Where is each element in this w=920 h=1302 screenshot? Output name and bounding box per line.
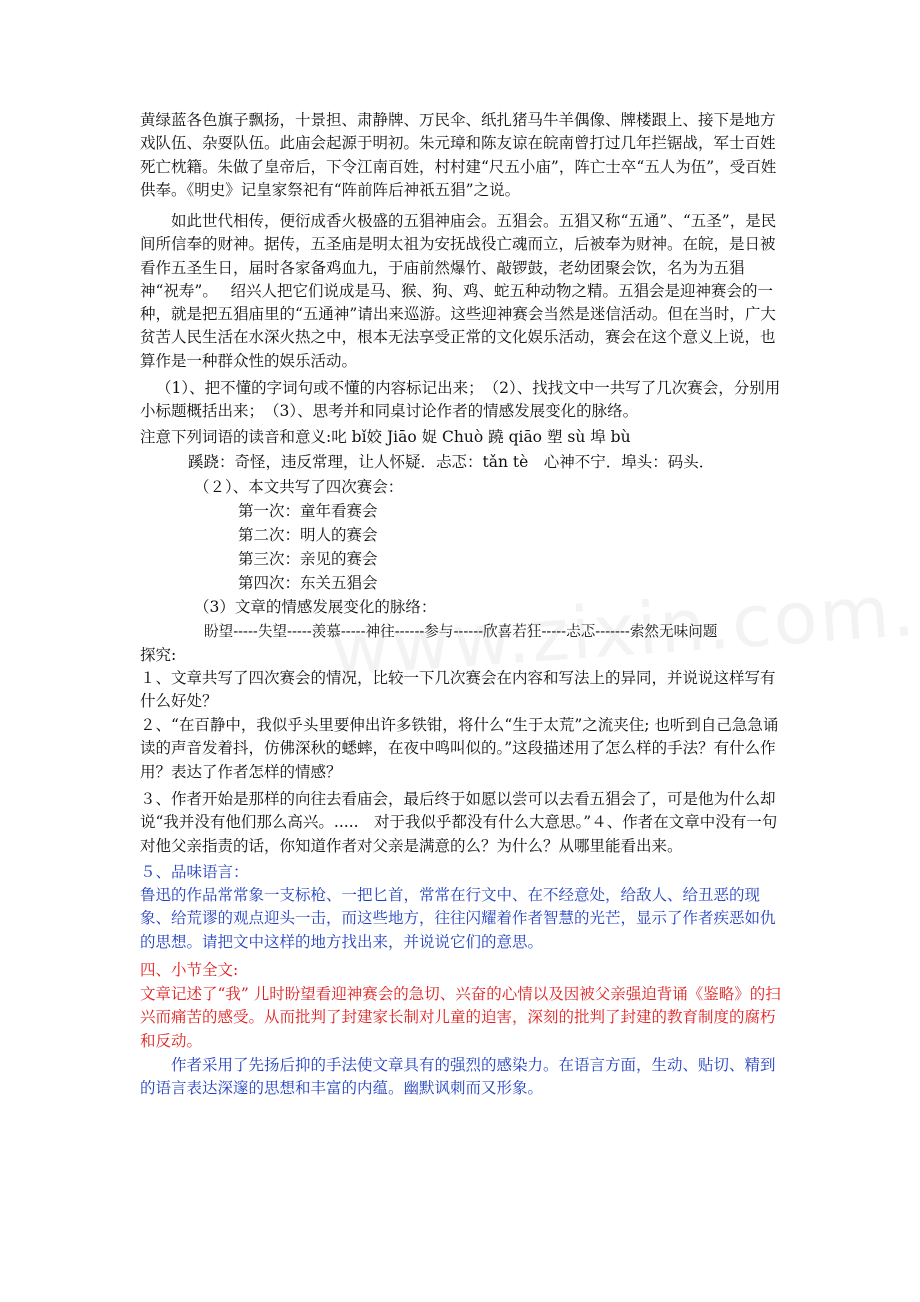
summary-red: 文章记述了“我” 儿时盼望看迎神赛会的急切、兴奋的心情以及因被父亲强迫背诵《鉴略》的扫兴而痛苦的感受。从而批判了封建家长制对儿童的迫害，深刻的批判了封建的教育制度的腐朽和反动。	[140, 985, 781, 1050]
section4-title: 四、小节全文:	[140, 961, 239, 979]
explore-question-2: ２、“在百静中，我似乎头里要伸出许多铁钳，将什么“生于太荒”之流夹住; 也听到自己急急诵读的声音发着抖，仿佛深秋的蟋蟀，在夜中鸣叫似的。”这段描述用了怎么样的手法？有什么作用？表达了作者怎样的情感？	[140, 716, 779, 781]
answer3-heading: （3）文章的情感发展变化的脉络：	[194, 598, 437, 616]
answer2-item-2: 第二次：明人的赛会	[238, 526, 378, 544]
explore-question-1: １、文章共写了四次赛会的情况，比较一下几次赛会在内容和写法上的异同，并说说这样写有什么好处？	[140, 669, 776, 711]
paragraph-study-tasks: （1）、把不懂的字词句或不懂的内容标记出来； （2）、找找文中一共写了几次赛会，分别用小标题概括出来； （3）、思考并和同桌讨论作者的情感发展变化的脉络。	[140, 379, 781, 421]
summary-blue: 作者采用了先扬后抑的手法使文章具有的强烈的感染力。在语言方面，生动、贴切、精到的语言表达深邃的思想和丰富的内蕴。幽默讽刺而又形象。	[140, 1056, 776, 1098]
emotion-sequence: 盼望-----失望-----羡慕-----神往------参与------欣喜若狂-----忐忑-------索然无味问题	[204, 623, 718, 640]
answer2-item-3: 第三次：亲见的赛会	[238, 550, 378, 568]
answer2-item-1: 第一次：童年看赛会	[238, 502, 378, 520]
explore-label: 探究:	[140, 646, 177, 664]
vocab-definitions: 蹊跷：奇怪，违反常理，让人怀疑．忐忑：tǎn tè 心神不宁．埠头：码头．	[188, 453, 715, 471]
answer2-item-4: 第四次：东关五猖会	[238, 574, 378, 592]
section5-text: 鲁迅的作品常常象一支标枪、一把匕首，常常在行文中、在不经意处，给敌人、给丑恶的现象、给荒谬的观点迎头一击，而这些地方，往往闪耀着作者智慧的光芒，显示了作者疾恶如仇的思想。请把文中这样的地方找出来，并说说它们的意思。	[140, 886, 776, 951]
answer2-heading: （２）、本文共写了四次赛会：	[194, 478, 404, 496]
vocab-pronunciation: 注意下列词语的读音和意义:叱 bǐ姣 Jiāo 娖 Chuò 蹺 qiāo 塑 sù 埠 bù	[140, 428, 631, 446]
paragraph-temple-fair-origin: 黄绿蓝各色旗子飘扬，十景担、肃静牌、万民伞、纸扎猪马牛羊偶像、牌楼跟上、接下是地方戏队伍、杂耍队伍。此庙会起源于明初。朱元璋和陈友谅在皖南曾打过几年拦锯战，军士百姓死亡枕籍。朱做了皇帝后，下令江南百姓，村村建“尺五小庙”，阵亡士卒“五人为伍”，受百姓供奉。《明史》记皇家祭祀有“阵前阵后神祇五猖”之说。	[140, 111, 777, 199]
paragraph-wuchang-fair: 如此世代相传，便衍成香火极盛的五猖神庙会。五猖会。五猖又称“五通”、“五圣”，是民间所信奉的财神。据传，五圣庙是明太祖为安抚战役亡魂而立，后被奉为财神。在皖，是日被看作五圣生日，届时各家备鸡血九，于庙前然爆竹、敲锣鼓，老幼团聚会饮，名为为五猖神“祝寿”。 绍兴人把它们说成是马、猴、狗、鸡、蛇五种动物之精。五猖会是迎神赛会的一种，就是把五猖庙里的“五通神”请出来巡游。这些迎神赛会当然是迷信活动。但在当时，广大贫苦人民生活在水深火热之中，根本无法享受正常的文化娱乐活动，赛会在这个意义上说，也算作是一种群众性的娱乐活动。	[140, 212, 777, 370]
section5-title: ５、品味语言：	[140, 863, 249, 881]
explore-question-3-4: ３、作者开始是那样的向往去看庙会，最后终于如愿以尝可以去看五猖会了，可是他为什么却说“我并没有他们那么高兴。..... 对于我似乎都没有什么大意思。”４、作者在文章中没有一句对他父亲指责的话，你知道作者对父亲是满意的么？为什么？从哪里能看出来。	[140, 790, 778, 855]
